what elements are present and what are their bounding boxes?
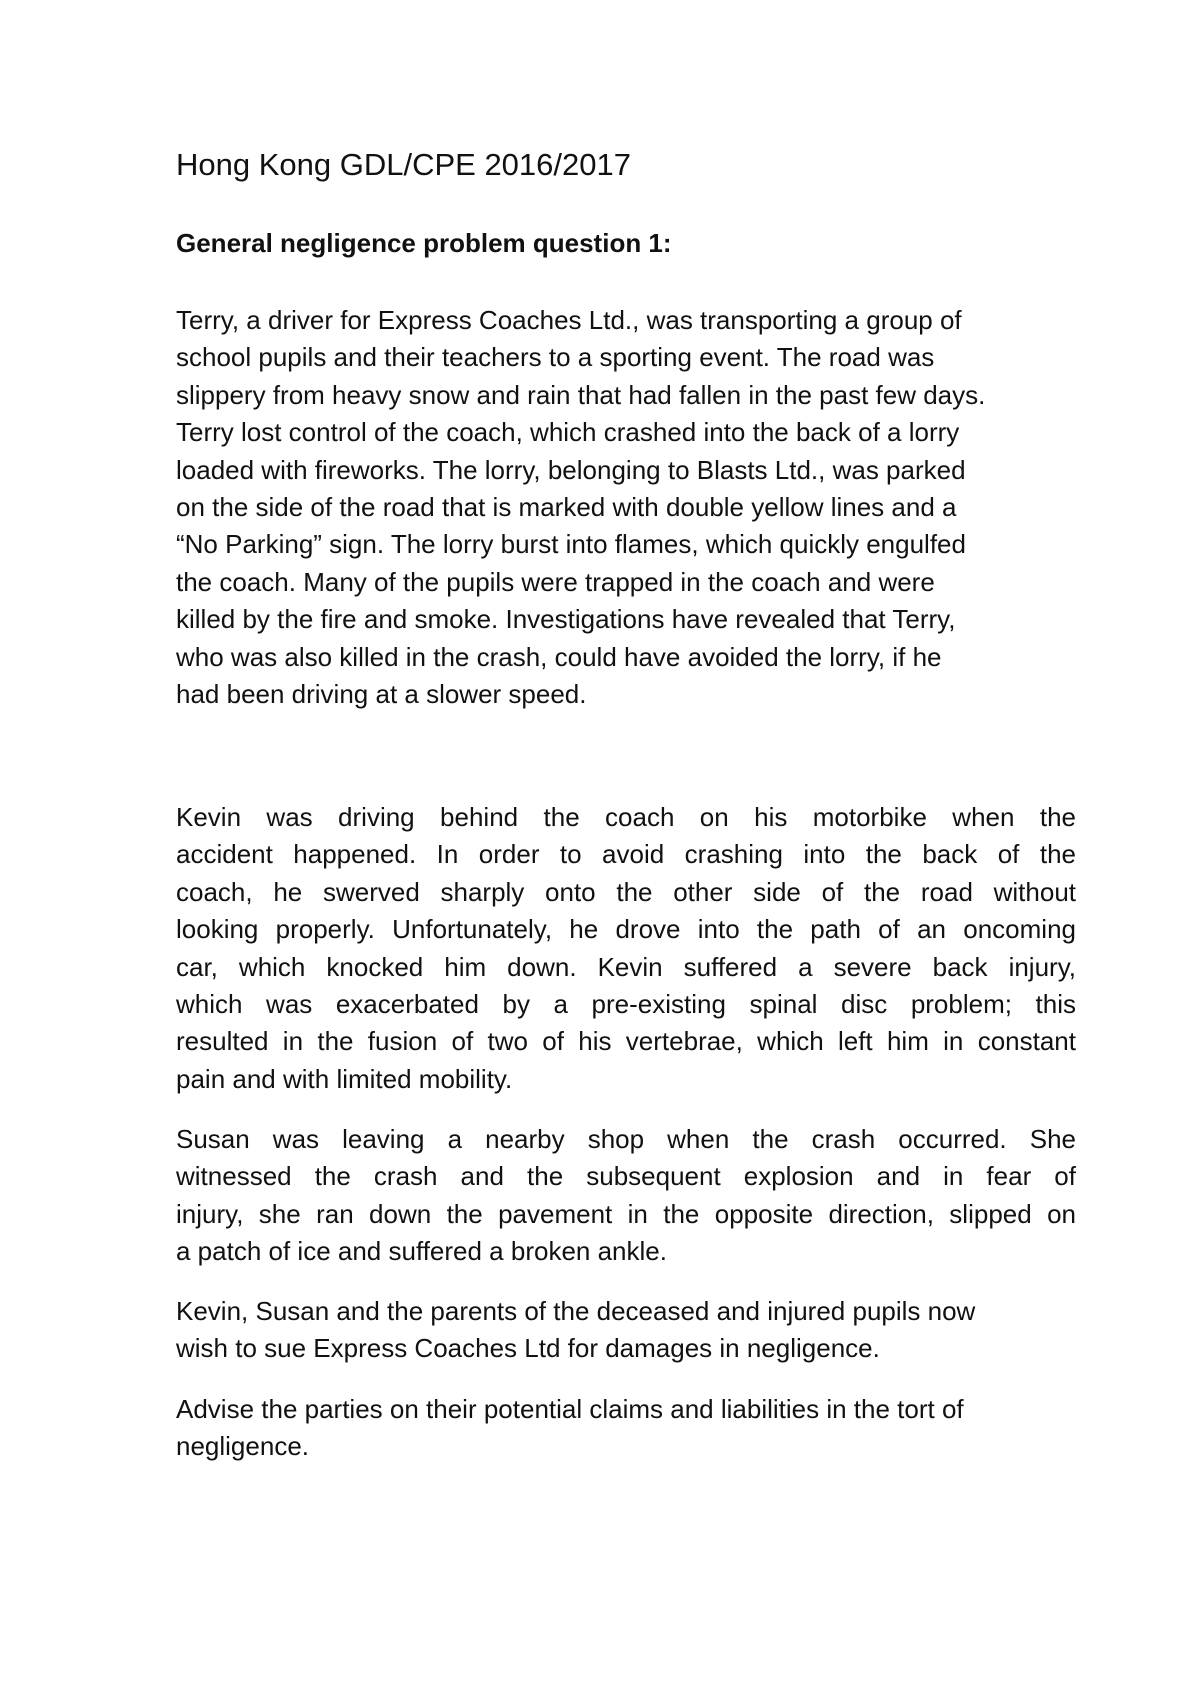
text-line: Susan was leaving a nearby shop when the crash occurred. She <box>176 1124 1076 1154</box>
text-line: slippery from heavy snow and rain that had fallen in the past few days. <box>176 379 986 410</box>
paragraph-instruction <box>176 1391 1076 1466</box>
paragraph-claimants <box>176 1293 1076 1368</box>
text-line: a patch of ice and suffered a broken ankle. <box>176 1236 667 1267</box>
text-line: looking properly. Unfortunately, he drove into the path of an oncoming <box>176 914 1076 945</box>
text-line: which was exacerbated by a pre-existing spinal disc problem; this <box>176 989 1076 1020</box>
text-line: Kevin was driving behind the coach on his motorbike when the <box>176 802 1076 832</box>
paragraph-kevin <box>176 799 1076 1098</box>
paragraph-susan <box>176 1121 1076 1271</box>
question-heading: General negligence problem question 1: <box>176 228 672 258</box>
text-line: who was also killed in the crash, could have avoided the lorry, if he <box>176 641 942 672</box>
text-line: resulted in the fusion of two of his vertebrae, which left him in constant <box>176 1026 1076 1057</box>
text-line: coach, he swerved sharply onto the other side of the road without <box>176 876 1076 907</box>
text-line: Terry, a driver for Express Coaches Ltd., was transporting a group of <box>176 305 962 335</box>
text-line: witnessed the crash and the subsequent explosion and in fear of <box>176 1161 1076 1192</box>
text-line: the coach. Many of the pupils were trapped in the coach and were <box>176 566 935 597</box>
text-line: loaded with fireworks. The lorry, belonging to Blasts Ltd., was parked <box>176 454 966 485</box>
text-line: killed by the fire and smoke. Investigations have revealed that Terry, <box>176 604 956 635</box>
text-line: Advise the parties on their potential claims and liabilities in the tort of <box>176 1394 964 1424</box>
text-line: accident happened. In order to avoid crashing into the back of the <box>176 839 1076 870</box>
text-line: negligence. <box>176 1431 309 1462</box>
text-line: on the side of the road that is marked with double yellow lines and a <box>176 492 957 523</box>
text-line: injury, she ran down the pavement in the opposite direction, slipped on <box>176 1198 1076 1229</box>
text-line: school pupils and their teachers to a sporting event. The road was <box>176 342 935 373</box>
paragraph-facts <box>176 302 1076 713</box>
text-line: had been driving at a slower speed. <box>176 679 587 710</box>
text-line: Terry lost control of the coach, which crashed into the back of a lorry <box>176 417 960 448</box>
text-line: car, which knocked him down. Kevin suffered a severe back injury, <box>176 951 1076 982</box>
text-line: wish to sue Express Coaches Ltd for damages in negligence. <box>176 1333 880 1364</box>
page-title: Hong Kong GDL/CPE 2016/2017 <box>176 147 631 182</box>
text-line: pain and with limited mobility. <box>176 1063 513 1094</box>
text-line: Kevin, Susan and the parents of the deceased and injured pupils now <box>176 1296 976 1326</box>
text-line: “No Parking” sign. The lorry burst into flames, which quickly engulfed <box>176 529 966 560</box>
